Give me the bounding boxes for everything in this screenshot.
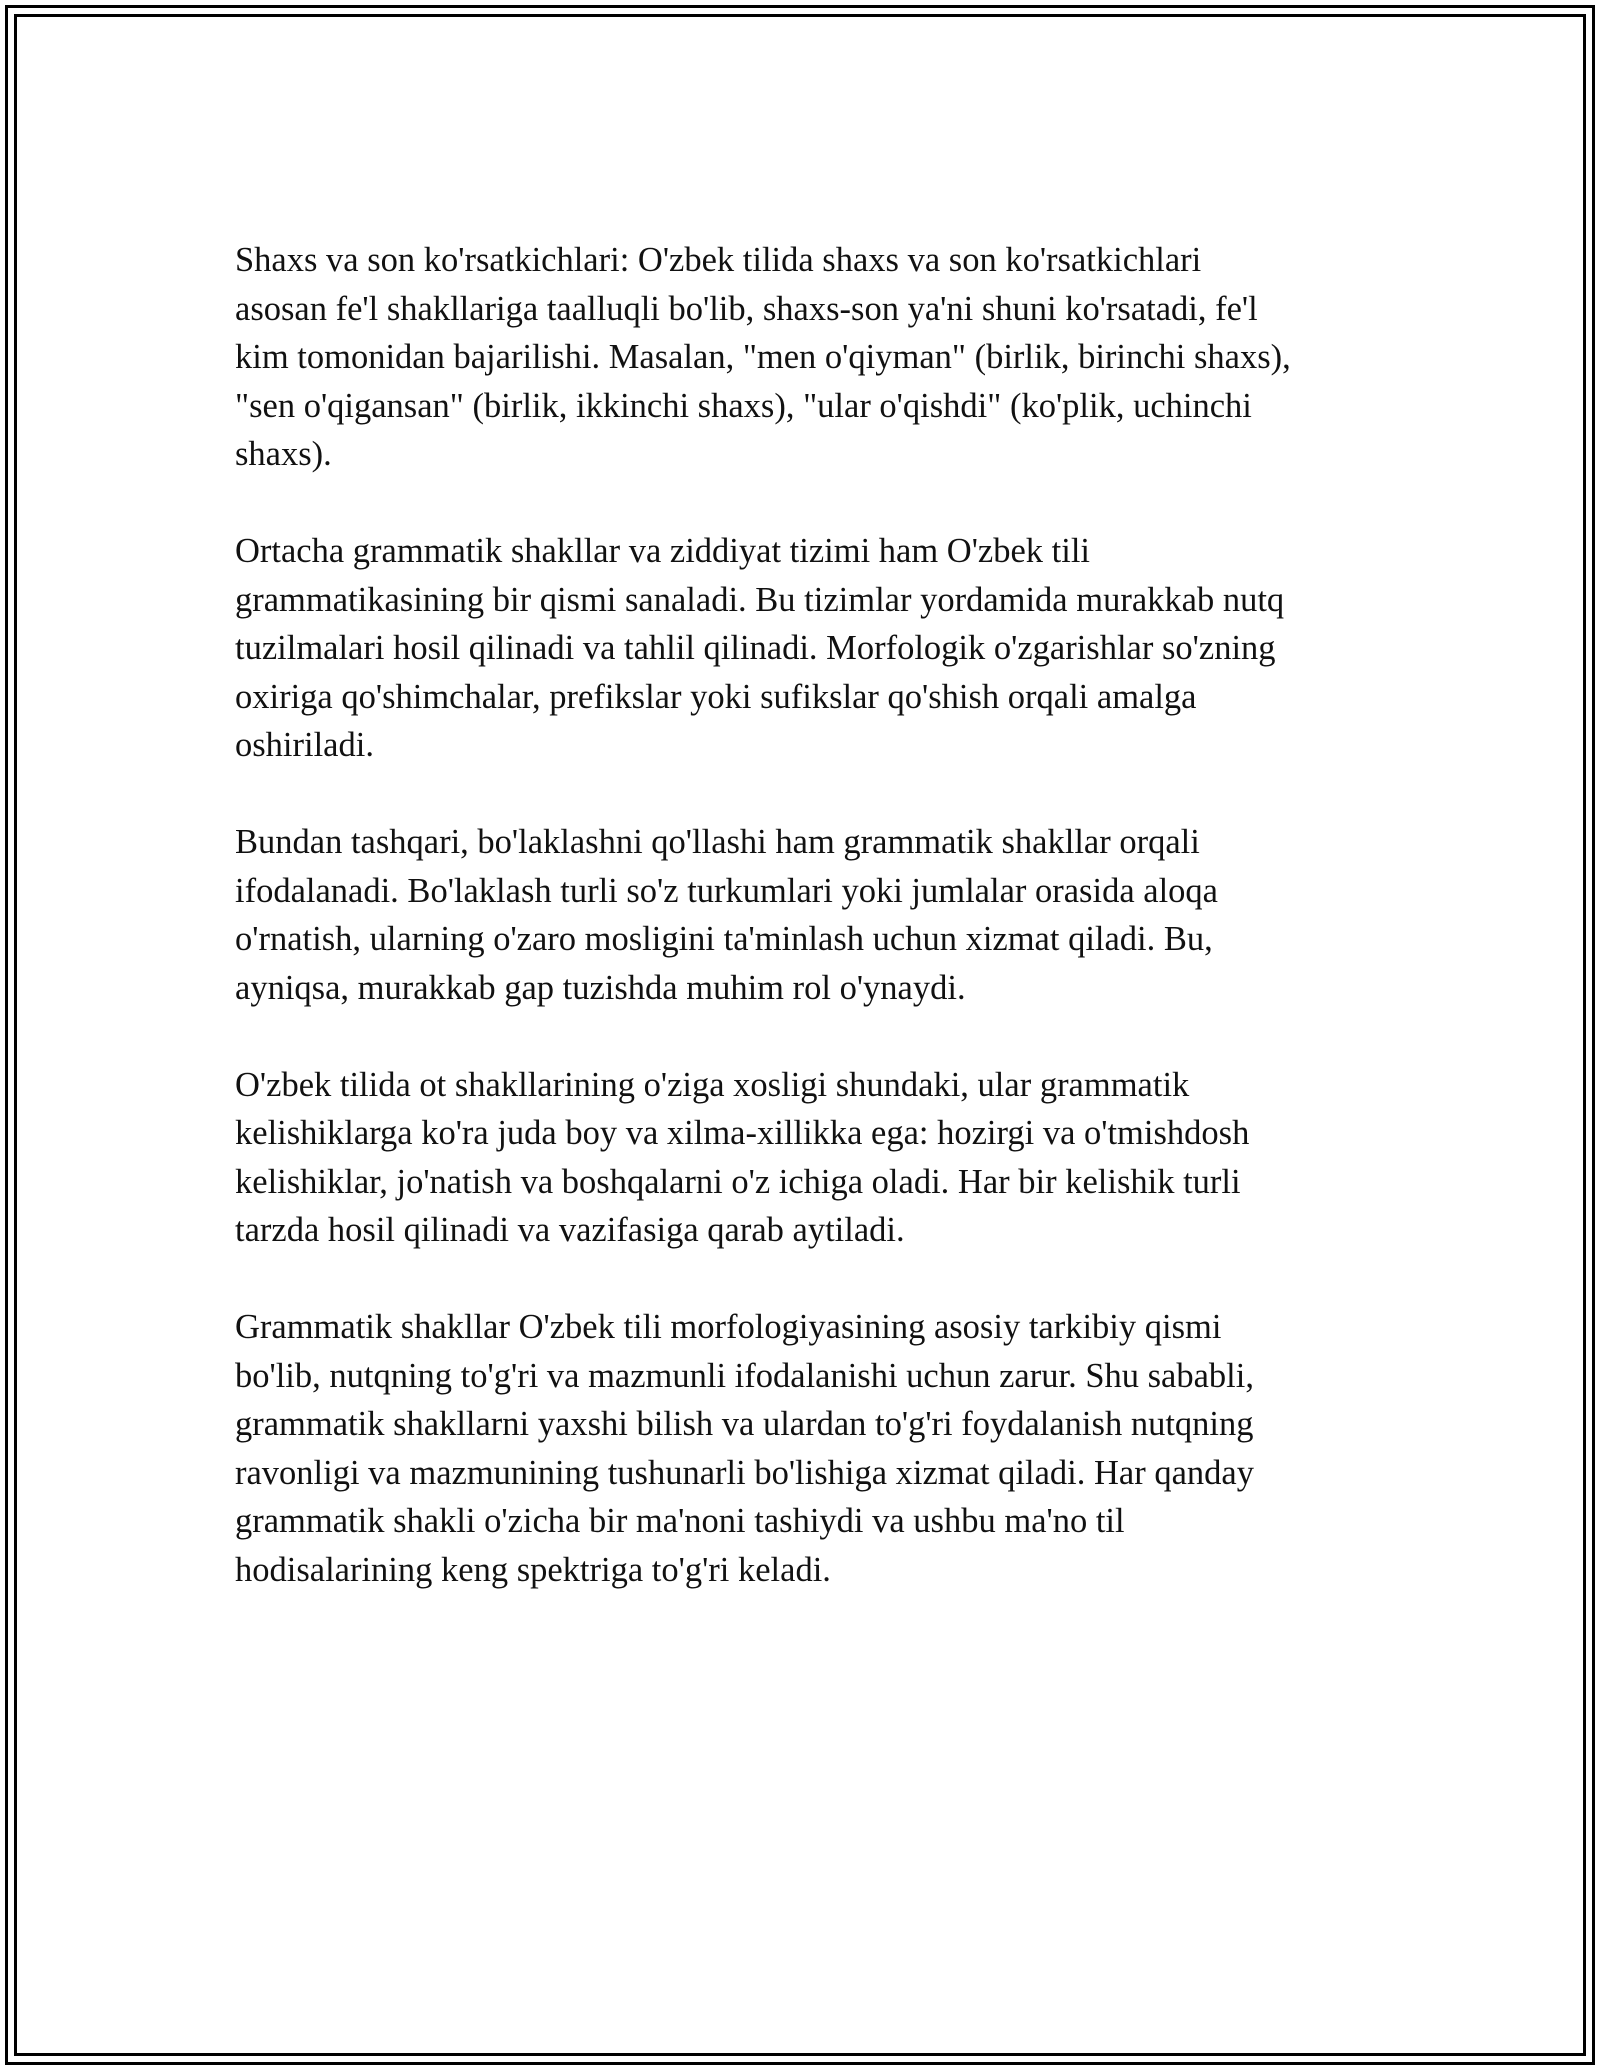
text-line: Ortacha grammatik shakllar va ziddiyat tizimi ham O'zbek tili [235,532,1091,570]
text-line: kim tomonidan bajarilishi. Masalan, "men o'qiyman" (birlik, birinchi shaxs), [235,338,1291,376]
text-line: Bundan tashqari, bo'laklashni qo'llashi ham grammatik shakllar orqali [235,823,1200,861]
text-line: hodisalarining keng spektriga to'g'ri keladi. [235,1550,831,1589]
text-line: grammatikasining bir qismi sanaladi. Bu tizimlar yordamida murakkab nutq [235,580,1285,619]
text-line: oshiriladi. [235,726,374,764]
text-line: kelishiklarga ko'ra juda boy va xilma-xillikka ega: hozirgi va o'tmishdosh [235,1114,1250,1152]
paragraph-segmentation [235,818,1385,1012]
text-line: Shaxs va son ko'rsatkichlari: O'zbek tilida shaxs va son ko'rsatkichlari [235,241,1202,279]
text-line: kelishiklar, jo'natish va boshqalarni o'z ichiga oladi. Har bir kelishik turli [235,1162,1241,1201]
document-body [235,236,1385,1643]
text-line: tuzilmalari hosil qilinadi va tahlil qilinadi. Morfologik o'zgarishlar so'zning [235,629,1276,667]
text-line: "sen o'qigansan" (birlik, ikkinchi shaxs), "ular o'qishdi" (ko'plik, uchinchi [235,386,1252,425]
text-line: grammatik shakli o'zicha bir ma'noni tashiydi va ushbu ma'no til [235,1502,1125,1540]
paragraph-grammatical-forms [235,527,1385,770]
paragraph-person-number [235,236,1385,479]
text-line: shaxs). [235,435,332,473]
text-line: o'rnatish, ularning o'zaro mosligini ta'minlash uchun xizmat qiladi. Bu, [235,920,1213,958]
text-line: ayniqsa, murakkab gap tuzishda muhim rol o'ynaydi. [235,968,966,1007]
text-line: tarzda hosil qilinadi va vazifasiga qarab aytiladi. [235,1211,905,1249]
text-line: oxiriga qo'shimchalar, prefikslar yoki sufikslar qo'shish orqali amalga [235,677,1197,716]
text-line: ifodalanadi. Bo'laklash turli so'z turkumlari yoki jumlalar orasida aloqa [235,871,1218,910]
paragraph-conclusion [235,1303,1385,1594]
text-line: O'zbek tilida ot shakllarining o'ziga xosligi shundaki, ular grammatik [235,1065,1190,1104]
text-line: Grammatik shakllar O'zbek tili morfologiyasining asosiy tarkibiy qismi [235,1308,1222,1346]
text-line: asosan fe'l shakllariga taalluqli bo'lib, shaxs-son ya'ni shuni ko'rsatadi, fe'l [235,289,1258,328]
text-line: grammatik shakllarni yaxshi bilish va ulardan to'g'ri foydalanish nutqning [235,1405,1254,1443]
text-line: ravonligi va mazmunining tushunarli bo'lishiga xizmat qiladi. Har qanday [235,1453,1254,1492]
text-line: bo'lib, nutqning to'g'ri va mazmunli ifodalanishi uchun zarur. Shu sababli, [235,1356,1254,1395]
paragraph-noun-cases [235,1061,1385,1255]
